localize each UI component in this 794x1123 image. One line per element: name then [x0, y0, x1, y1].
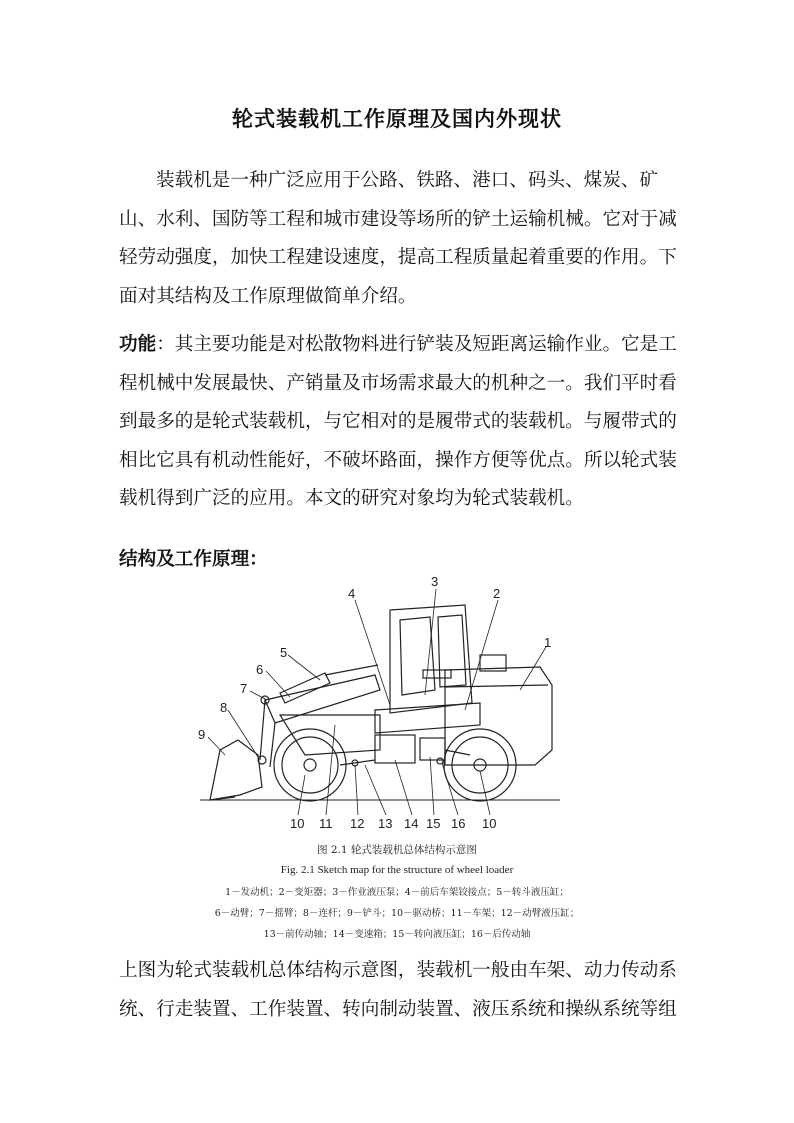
function-text: ：其主要功能是对松散物料进行铲装及短距离运输作业。它是工程机械中发展最快、产销量及市场需求最大的机种之一。我们平时看到最多的是轮式装载机，与它相对的是履带式的装载机。与履带式的相比它具有机动性能好，不破坏路面，操作方便等优点。所以轮式装载机得到广泛的应用。本文的研究对象均为轮式装载机。	[119, 334, 677, 509]
label-12: 12	[350, 816, 365, 831]
wheel-loader-figure	[180, 575, 580, 843]
label-10-rear: 10	[482, 816, 497, 831]
wheel-loader-sketch	[180, 575, 580, 843]
closing-paragraph: 上图为轮式装载机总体结构示意图，装载机一般由车架、动力传动系统、行走装置、工作装置、转向制动装置、液压系统和操纵系统等组	[119, 960, 677, 1020]
label-14: 14	[404, 816, 419, 831]
figure-caption-en: Fig. 2.1 Sketch map for the structure of wheel loader	[280, 864, 514, 876]
label-15: 15	[426, 816, 441, 831]
function-label: 功能	[119, 334, 157, 355]
label-11: 11	[319, 816, 333, 831]
label-7: 7	[240, 681, 248, 696]
label-13: 13	[378, 816, 393, 831]
function-paragraph	[119, 326, 684, 519]
label-8: 8	[220, 700, 228, 715]
intro-paragraph: 装载机是一种广泛应用于公路、铁路、港口、码头、煤炭、矿山、水利、国防等工程和城市建设等场所的铲土运输机械。它对于减轻劳动强度，加快工程建设速度，提高工程质量起着重要的作用。下面对其结构及工作原理做简单介绍。	[119, 170, 677, 307]
label-9: 9	[198, 727, 206, 742]
label-5: 5	[280, 645, 288, 660]
label-10-front: 10	[290, 816, 305, 831]
structure-heading: 结构及工作原理：	[119, 549, 268, 570]
label-1: 1	[544, 635, 552, 650]
label-4: 4	[348, 586, 356, 601]
figure-legend-line-1: 1－发动机；2－变矩器；3－作业液压泵；4－前后车架铰接点；5－转斗液压缸；	[225, 887, 569, 898]
label-3: 3	[431, 575, 439, 589]
figure-caption-cn: 图 2.1 轮式装载机总体结构示意图	[317, 844, 477, 856]
label-16: 16	[451, 816, 466, 831]
document-title: 轮式装载机工作原理及国内外现状	[232, 106, 562, 131]
figure-legend-line-3: 13－前传动轴；14－变速箱；15－转向液压缸；16－后传动轴	[263, 929, 531, 940]
figure-legend-line-2: 6－动臂；7－摇臂；8－连杆；9－铲斗；10－驱动桥；11－车架；12－动臂液压缸；	[214, 908, 580, 919]
label-6: 6	[256, 662, 264, 677]
label-2: 2	[493, 586, 501, 601]
